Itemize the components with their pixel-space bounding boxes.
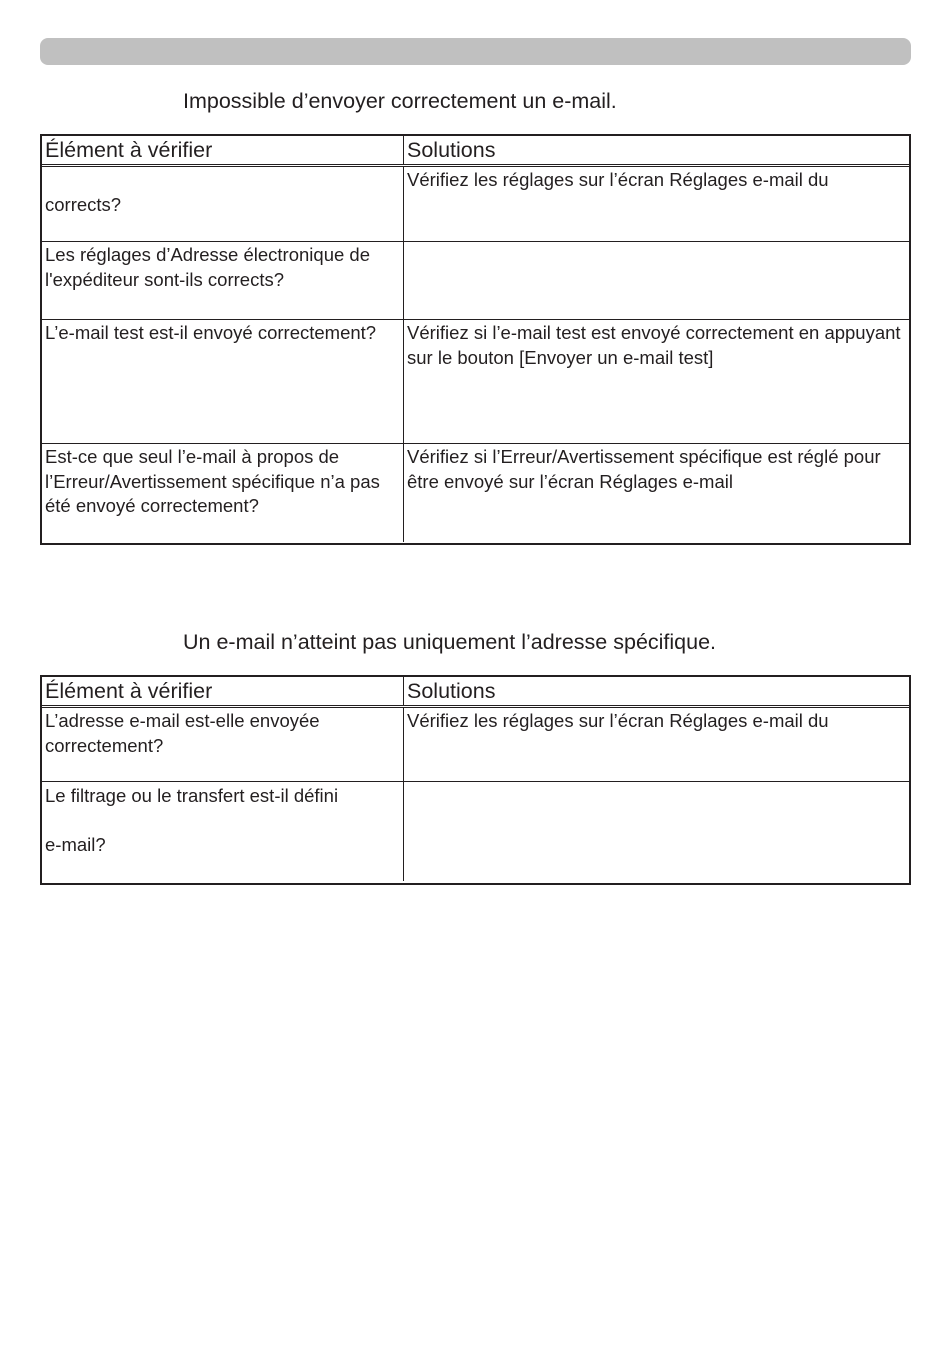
troubleshooting-table-1 bbox=[40, 134, 911, 545]
solution-cell: Vérifiez les réglages sur l’écran Réglages e-mail du bbox=[407, 169, 829, 190]
solution-cell bbox=[404, 782, 909, 881]
table-row bbox=[42, 320, 909, 444]
section-2-title: Un e-mail n’atteint pas uniquement l’adresse spécifique. bbox=[183, 630, 717, 654]
column-header-solutions: Solutions bbox=[407, 679, 496, 703]
check-item-cell: corrects? bbox=[42, 167, 404, 241]
check-item-cell: L’adresse e-mail est-elle envoyée correctement? bbox=[42, 708, 404, 781]
section-1-title: Impossible d’envoyer correctement un e-mail. bbox=[183, 89, 617, 113]
solution-cell: Vérifiez les réglages sur l’écran Réglages e-mail du bbox=[407, 710, 829, 731]
table-row bbox=[42, 444, 909, 542]
solution-cell: Vérifiez si l’e-mail test est envoyé correctement en appuyant sur le bouton [Envoyer un e-mail test] bbox=[407, 322, 901, 368]
header-bar bbox=[40, 38, 911, 65]
column-header-item: Élément à vérifier bbox=[42, 677, 404, 705]
table-header-row bbox=[42, 136, 909, 167]
column-header-solutions: Solutions bbox=[407, 138, 496, 162]
table-header-row bbox=[42, 677, 909, 708]
solution-cell bbox=[404, 242, 909, 319]
table-row bbox=[42, 167, 909, 242]
troubleshooting-table-2 bbox=[40, 675, 911, 885]
column-header-item: Élément à vérifier bbox=[42, 136, 404, 164]
check-item-cell: Les réglages d’Adresse électronique de l'expéditeur sont-ils corrects? bbox=[42, 242, 404, 319]
check-item-cell: L’e-mail test est-il envoyé correctement? bbox=[42, 320, 404, 443]
solution-cell: Vérifiez si l’Erreur/Avertissement spécifique est réglé pour être envoyé sur l’écran Réglages e-mail bbox=[407, 446, 881, 492]
check-item-cell: Le filtrage ou le transfert est-il défini e-mail? bbox=[42, 782, 404, 881]
check-item-cell: Est-ce que seul l’e-mail à propos de l’Erreur/Avertissement spécifique n’a pas été envoyé correctement? bbox=[42, 444, 404, 542]
table-row bbox=[42, 708, 909, 782]
table-row bbox=[42, 242, 909, 320]
table-row bbox=[42, 782, 909, 881]
